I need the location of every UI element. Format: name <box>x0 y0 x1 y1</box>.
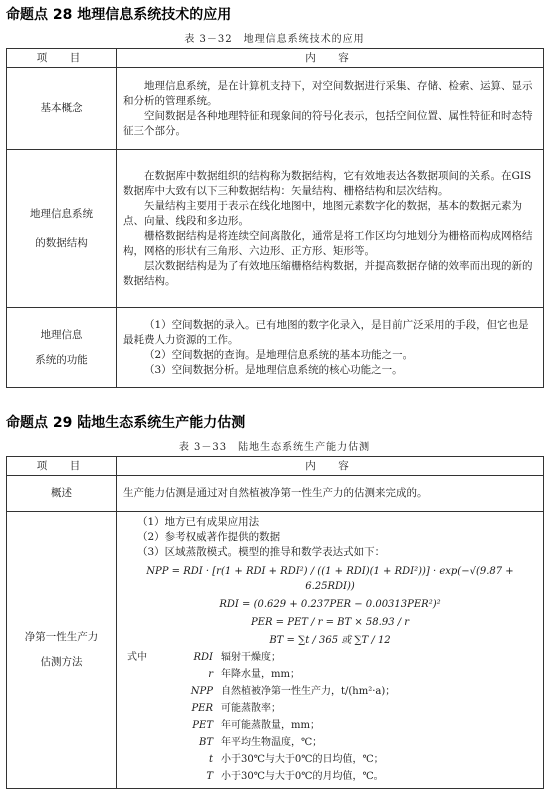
var-symbol: T <box>206 771 213 782</box>
var-desc: 小于30℃与大于0℃的日均值，℃； <box>221 754 384 765</box>
content-paragraph: 矢量结构主要用于表示在线化地图中，地图元素数字化的数据，基本的数据元素为点、向量、线段和多边形。 <box>123 199 522 227</box>
table-row <box>7 150 544 308</box>
label-line: 估测方法 <box>40 656 83 668</box>
table-3-32 <box>6 48 544 388</box>
variable-list <box>121 650 539 784</box>
label-line: 净第一性生产力 <box>24 631 99 643</box>
method-item: （1）地方已有成果应用法 <box>137 516 260 528</box>
var-symbol: NPP <box>190 686 213 697</box>
var-desc: 自然植被净第一性生产力，t/(hm²·a)； <box>221 686 396 697</box>
content-paragraph: 栅格数据结构是将连续空间离散化，通常是将工作区均匀地划分为栅格而构成网格结构，网格的形状有三角形、六边形、正方形、矩形等。 <box>123 229 533 257</box>
table-row <box>7 308 544 388</box>
method-item: （3）区域蒸散模式。模型的推导和数学表达式如下： <box>137 546 386 558</box>
var-desc: 年降水量，mm； <box>221 669 300 680</box>
content-paragraph: （2）空间数据的查询。是地理信息系统的基本功能之一。 <box>144 348 414 361</box>
content-paragraph: 在数据库中数据组织的结构称为数据结构，它有效地表达各数据项间的关系。在GIS数据库中大致有以下三种数据结构：矢量结构、栅格结构和层次结构。 <box>123 169 532 197</box>
var-desc: 小于30℃与大于0℃的月均值，℃。 <box>221 771 384 782</box>
column-header-item: 项 目 <box>7 457 117 476</box>
var-symbol: t <box>208 754 213 765</box>
table-row <box>7 68 544 150</box>
content-paragraph: 层次数据结构是为了有效地压缩栅格结构数据，并提高数据存储的效率而出现的新的数据结构。 <box>123 259 533 287</box>
table-3-33 <box>6 456 544 789</box>
var-symbol: r <box>208 669 213 680</box>
row-label-basic-concept: 基本概念 <box>7 68 117 150</box>
var-symbol: PET <box>192 720 213 731</box>
var-desc: 年可能蒸散量，mm； <box>221 720 320 731</box>
column-header-content: 内 容 <box>117 49 544 68</box>
var-desc: 年平均生物温度，℃； <box>221 737 323 748</box>
row-label-npp-method <box>7 512 117 789</box>
vars-prefix: 式中 <box>127 652 147 663</box>
row-content <box>117 150 544 308</box>
var-symbol: BT <box>198 737 213 748</box>
label-line: 地理信息 <box>40 328 83 341</box>
label-line: 地理信息系统 <box>30 207 93 220</box>
label-line: 系统的功能 <box>35 353 88 366</box>
formula-npp: NPP = RDI · [r(1 + RDI + RDI²) / ((1 + RDI)(1 + RDI²))] · exp(−√(9.87 + 6.25RDI)) <box>146 566 514 592</box>
content-paragraph: （1）空间数据的录入。已有地图的数字化录入，是目前广泛采用的手段，但它也是最耗费人力资源的工作。 <box>123 318 529 346</box>
table-3-33-caption: 表 3－33 陆地生态系统生产能力估测 <box>178 442 371 453</box>
row-content <box>117 308 544 388</box>
var-desc: 可能蒸散率； <box>221 703 281 714</box>
row-content <box>117 512 544 789</box>
label-line: 的数据结构 <box>35 236 88 249</box>
content-paragraph: 地理信息系统，是在计算机支持下，对空间数据进行采集、存储、检索、运算、显示和分析的管理系统。 <box>123 79 533 107</box>
row-label-functions <box>7 308 117 388</box>
table-row <box>7 512 544 789</box>
section-28-heading: 命题点 28 地理信息系统技术的应用 <box>6 7 232 23</box>
column-header-content: 内 容 <box>117 457 544 476</box>
row-label-data-structure <box>7 150 117 308</box>
content-paragraph: （3）空间数据分析。是地理信息系统的核心功能之一。 <box>144 363 403 376</box>
formula-rdi: RDI = (0.629 + 0.237PER − 0.00313PER²)² <box>219 599 441 610</box>
table-3-32-caption: 表 3－32 地理信息系统技术的应用 <box>184 34 365 45</box>
content-paragraph: 空间数据是各种地理特征和现象间的符号化表示，包括空间位置、属性特征和时态特征三个部分。 <box>123 109 533 137</box>
method-item: （2）参考权威著作提供的数据 <box>137 531 281 543</box>
row-label-overview: 概述 <box>7 476 117 512</box>
table-row <box>7 476 544 512</box>
section-29-heading: 命题点 29 陆地生态系统生产能力估测 <box>6 415 246 431</box>
row-content <box>117 68 544 150</box>
row-content: 生产能力估测是通过对自然植被净第一性生产力的估测来完成的。 <box>117 476 544 512</box>
column-header-item: 项 目 <box>7 49 117 68</box>
formula-bt: BT = ∑t / 365 或 ∑T / 12 <box>269 635 391 646</box>
var-symbol: PER <box>191 703 213 714</box>
var-symbol: RDI <box>193 652 213 663</box>
formula-per: PER = PET / r = BT × 58.93 / r <box>250 617 410 628</box>
var-desc: 辐射干燥度； <box>221 652 281 663</box>
